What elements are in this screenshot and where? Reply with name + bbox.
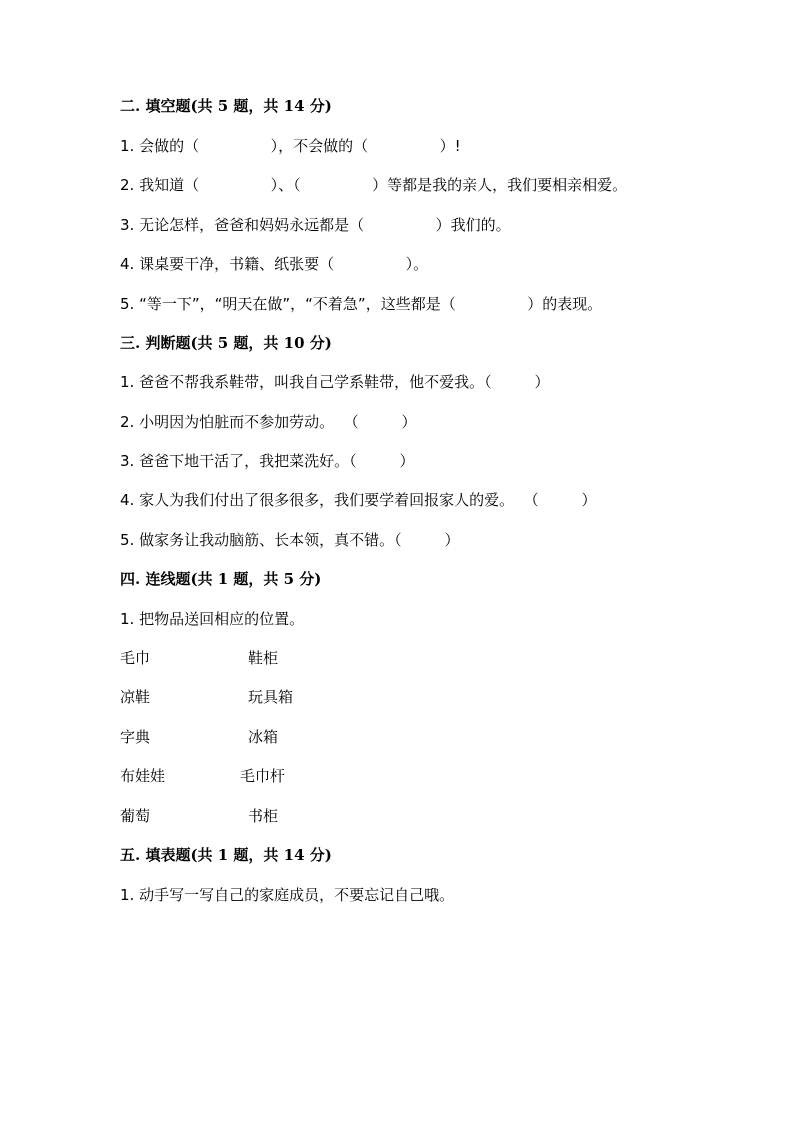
fill-blank-question-2: 2. 我知道（ ）、（ ）等都是我的亲人，我们要相亲相爱。 — [120, 176, 628, 194]
true-false-question-4: 4. 家人为我们付出了很多很多，我们要学着回报家人的爱。 （ ） — [120, 491, 597, 509]
true-false-question-3: 3. 爸爸下地干活了，我把菜洗好。（ ） — [120, 452, 415, 470]
true-false-question-1: 1. 爸爸不帮我系鞋带，叫我自己学系鞋带，他不爱我。（ ） — [120, 373, 550, 391]
table-fill-question: 1. 动手写一写自己的家庭成员，不要忘记自己哦。 — [120, 886, 455, 904]
fill-blank-question-5: 5. “等一下”，“明天在做”，“不着急”，这些都是（ ）的表现。 — [120, 295, 603, 313]
matching-question: 1. 把物品送回相应的位置。 — [120, 610, 305, 628]
matching-right-item-3: 冰箱 — [248, 728, 279, 746]
matching-left-item-1: 毛巾 — [120, 649, 151, 667]
matching-left-item-4: 布娃娃 — [120, 767, 166, 785]
matching-right-item-5: 书柜 — [248, 807, 279, 825]
section-heading-fill-blank: 二. 填空题(共 5 题，共 14 分) — [120, 97, 332, 115]
fill-blank-question-1: 1. 会做的（ ），不会做的（ ）! — [120, 137, 461, 155]
matching-left-item-2: 凉鞋 — [120, 688, 151, 706]
true-false-question-5: 5. 做家务让我动脑筋、长本领，真不错。（ ） — [120, 531, 460, 549]
true-false-question-2: 2. 小明因为怕脏而不参加劳动。 （ ） — [120, 413, 417, 431]
section-heading-matching: 四. 连线题(共 1 题，共 5 分) — [120, 570, 322, 588]
section-heading-table-fill: 五. 填表题(共 1 题，共 14 分) — [120, 846, 332, 864]
fill-blank-question-3: 3. 无论怎样，爸爸和妈妈永远都是（ ）我们的。 — [120, 216, 511, 234]
fill-blank-question-4: 4. 课桌要干净，书籍、纸张要（ ）。 — [120, 255, 429, 273]
matching-left-item-3: 字典 — [120, 728, 151, 746]
matching-right-item-4: 毛巾杆 — [240, 767, 286, 785]
matching-right-item-2: 玩具箱 — [248, 688, 294, 706]
matching-left-item-5: 葡萄 — [120, 807, 151, 825]
matching-right-item-1: 鞋柜 — [248, 649, 279, 667]
section-heading-true-false: 三. 判断题(共 5 题，共 10 分) — [120, 334, 332, 352]
